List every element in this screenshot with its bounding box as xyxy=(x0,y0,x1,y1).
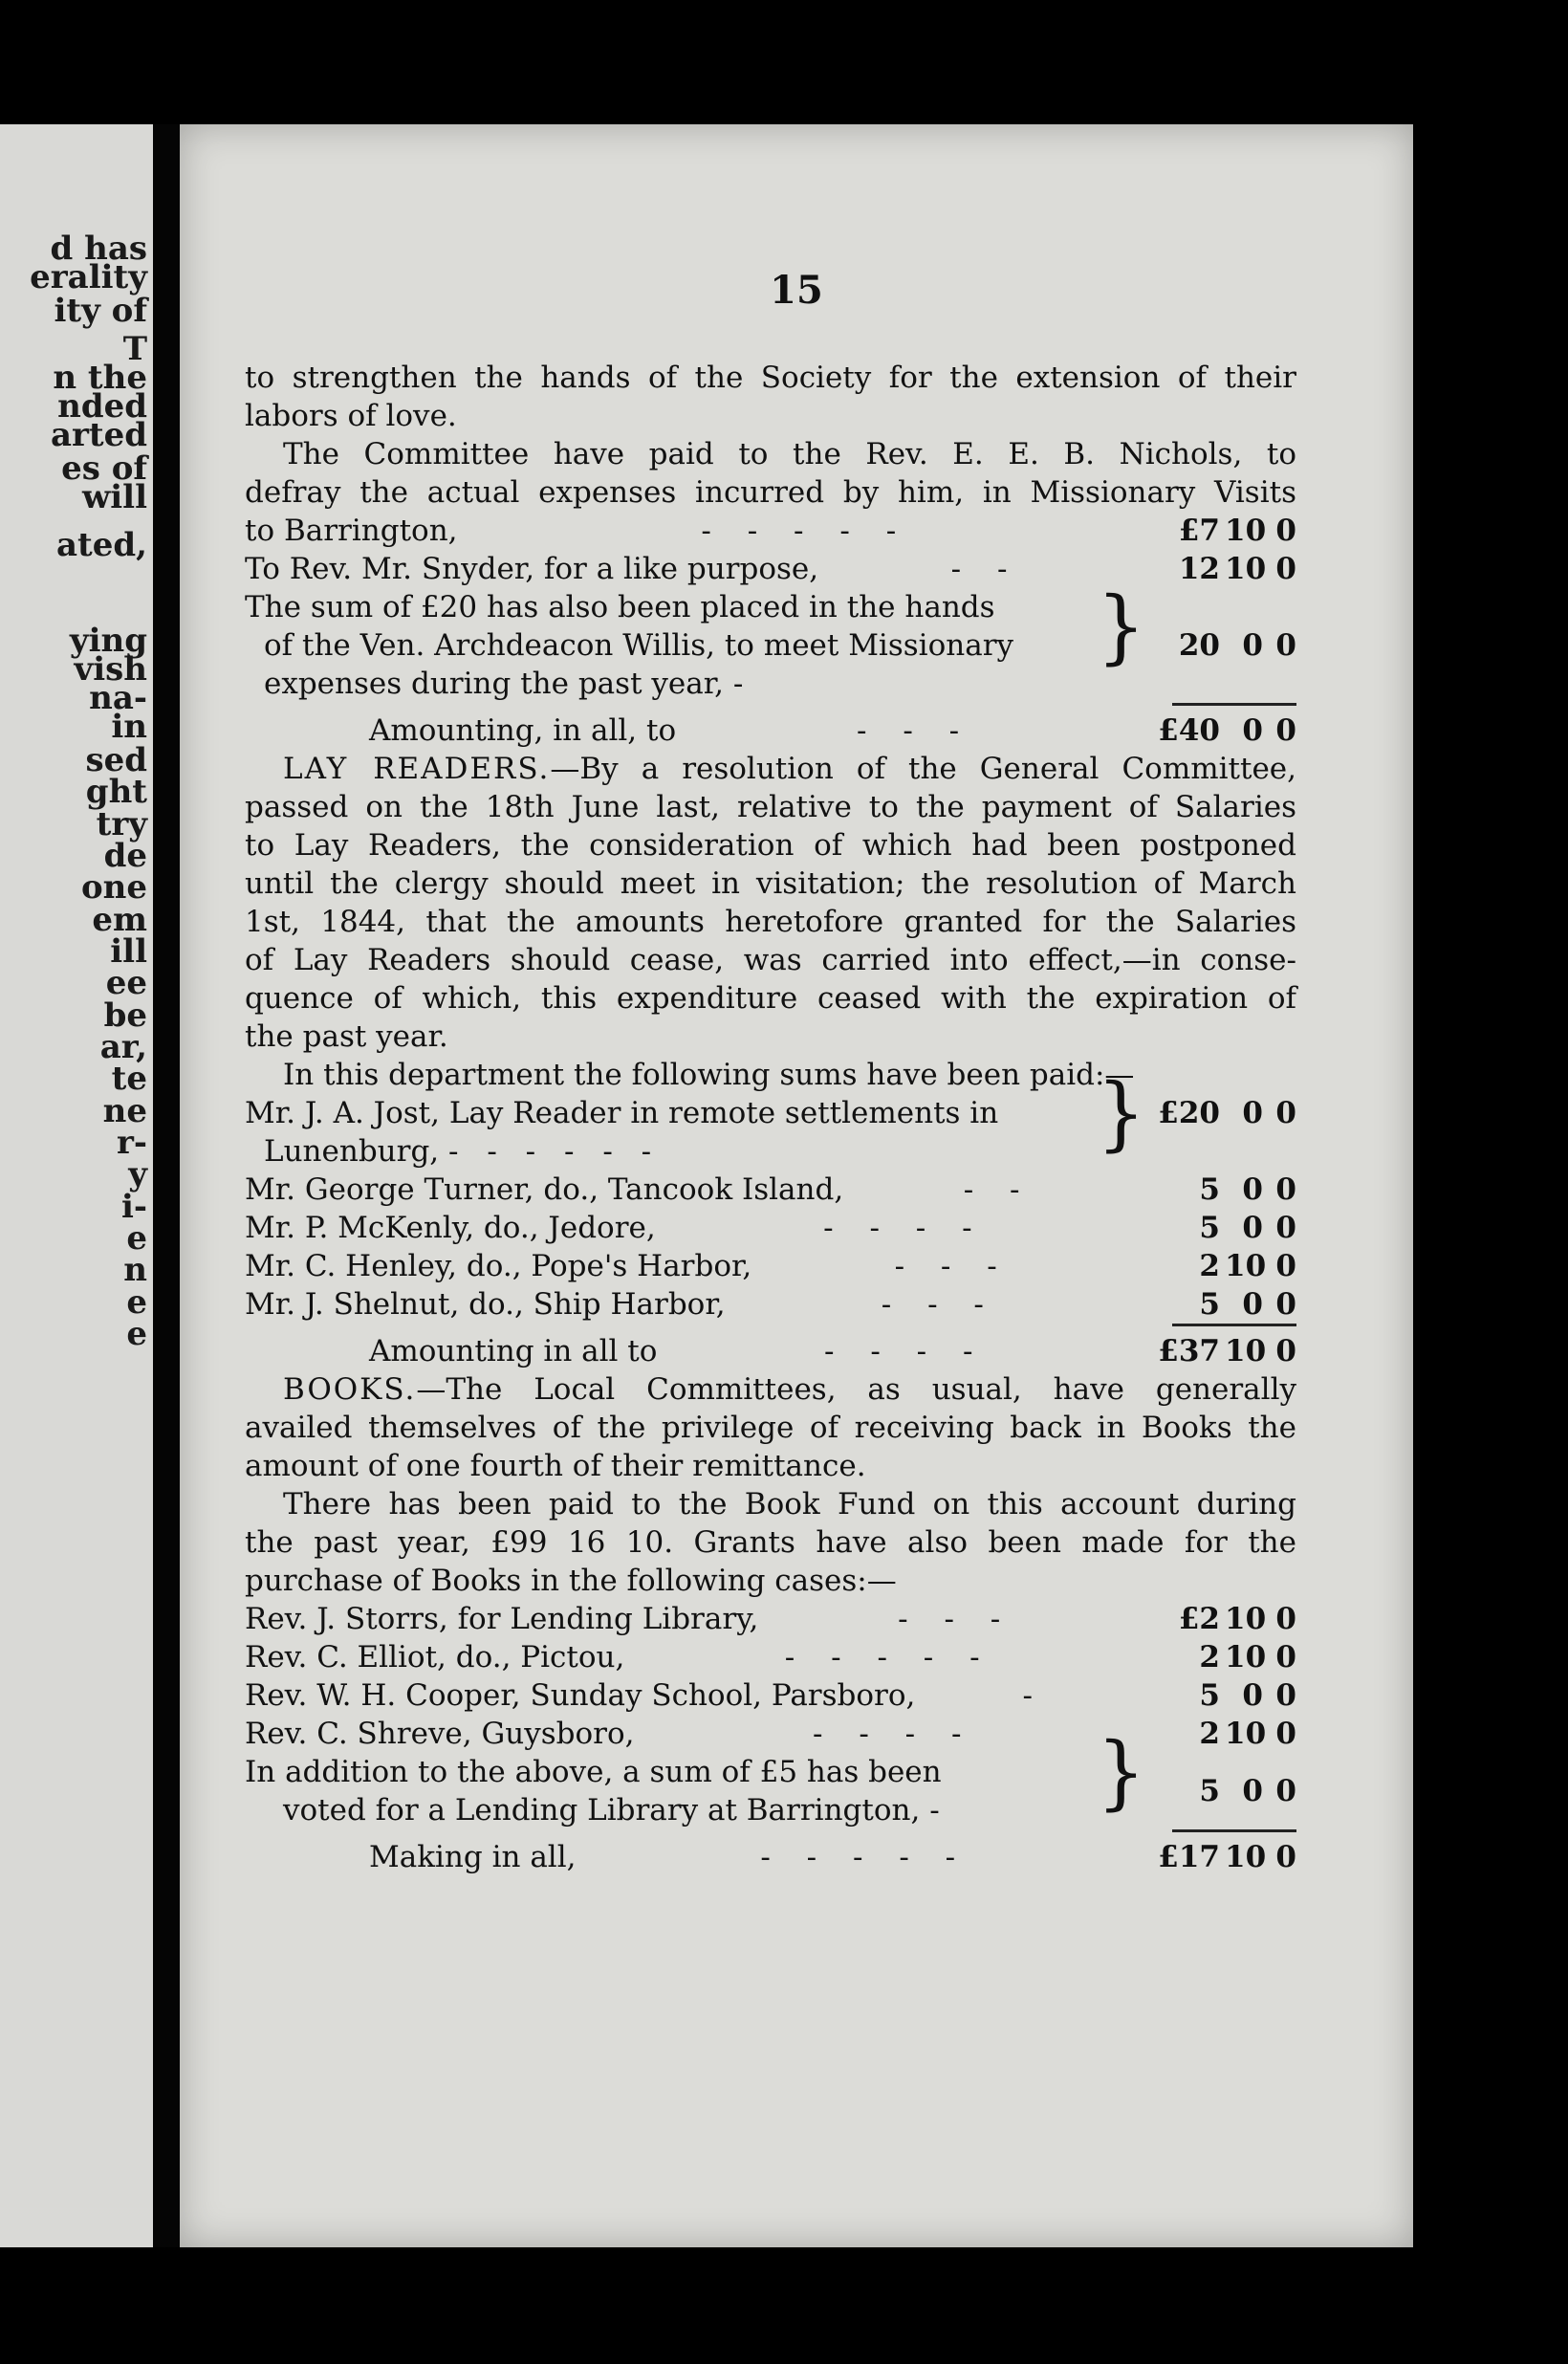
left-page-fragment: na- xyxy=(89,679,147,717)
missionary-entry-row: to Barrington, - - - - - £7 10 0 xyxy=(245,514,1296,548)
archdeacon-line: expenses during the past year, xyxy=(264,667,724,701)
left-page-fragment: arted xyxy=(50,416,147,454)
left-page-fragment: te xyxy=(111,1060,147,1098)
missionary-paragraph-line: defray the actual expenses incurred by him, in Missionary Visits xyxy=(245,475,1296,510)
left-page-fragment: ity of xyxy=(54,292,147,330)
sum-rule xyxy=(1172,1829,1296,1832)
left-page-fragment: one xyxy=(80,868,147,907)
archdeacon-dash: - xyxy=(732,667,744,701)
left-page-fragment: be xyxy=(103,996,147,1035)
books-total: Making in all, - - - - - £17 10 0 xyxy=(369,1840,1296,1874)
books-paragraph-line: BOOKS.—The Local Committees, as usual, have generally xyxy=(283,1372,1296,1407)
book-entry-row: Rev. C. Elliot, do., Pictou, - - - - - 2 10 0 xyxy=(245,1640,1296,1674)
addition-entry: In addition to the above, a sum of £5 has been voted for a Lending Library at Barrington, - } 5 0 0 xyxy=(245,1724,1296,1828)
lay-readers-paragraph-line: of Lay Readers should cease, was carried into effect,—in conse- xyxy=(245,943,1296,977)
left-page-fragment: nded xyxy=(57,387,147,426)
lay-readers-paragraph-line: 1st, 1844, that the amounts heretofore granted for the Salaries xyxy=(245,905,1296,939)
lay-reader-entries xyxy=(245,1171,1296,1324)
book-entry-row: Rev. W. H. Cooper, Sunday School, Parsboro, - 5 0 0 xyxy=(245,1678,1296,1713)
left-page-fragment: n the xyxy=(53,359,147,397)
brace-symbol: } xyxy=(1097,1065,1145,1160)
left-page-fragment: ar, xyxy=(99,1028,147,1066)
left-page-fragment: y xyxy=(128,1155,147,1193)
lay-readers-paragraph-line: to Lay Readers, the consideration of which had been postponed xyxy=(245,828,1296,863)
left-page-fragment: ated, xyxy=(56,526,147,564)
book-entry-row: Rev. C. Shreve, Guysboro, - - - - 2 10 0 xyxy=(245,1717,1296,1751)
archdeacon-amount: 20 0 0 xyxy=(1178,628,1296,663)
left-page-fragment: will xyxy=(81,478,147,516)
lay-readers-paragraph-line: passed on the 18th June last, relative to the payment of Salaries xyxy=(245,790,1296,824)
left-page-fragment: e xyxy=(126,1283,147,1322)
books-paragraph-line: availed themselves of the privilege of receiving back in Books the xyxy=(245,1411,1296,1445)
left-page-fragment: de xyxy=(103,837,147,875)
left-page-fragment: em xyxy=(92,901,147,939)
books-paragraph-line: amount of one fourth of their remittance. xyxy=(245,1449,866,1483)
books-fund-line: There has been paid to the Book Fund on this account during xyxy=(283,1487,1296,1521)
left-page-fragment: vish xyxy=(74,650,147,689)
left-page-fragment: ght xyxy=(85,773,147,811)
brace-symbol: } xyxy=(1097,1724,1145,1819)
books-fund-line: the past year, £99 16 10. Grants have also been made for the xyxy=(245,1525,1296,1560)
lay-readers-paragraph-line: LAY READERS.—By a resolution of the General Committee, xyxy=(283,752,1296,786)
archdeacon-line: The sum of £20 has also been placed in the hands xyxy=(245,590,995,624)
intro-line: to strengthen the hands of the Society for the extension of their xyxy=(245,361,1296,395)
left-page-fragment: es of xyxy=(61,449,147,488)
book-gutter xyxy=(153,124,180,2247)
sum-rule xyxy=(1172,703,1296,706)
brace-symbol: } xyxy=(1097,579,1145,673)
left-page-fragment: ee xyxy=(105,964,147,1002)
missionary-total: Amounting, in all, to - - - £40 0 0 xyxy=(369,713,1296,748)
left-page-fragment: ne xyxy=(102,1092,147,1130)
previous-page-margin xyxy=(0,124,153,2247)
sum-rule xyxy=(1172,1324,1296,1326)
book-entry-row: Rev. J. Storrs, for Lending Library, - - - £2 10 0 xyxy=(245,1602,1296,1636)
lay-readers-total: Amounting in all to - - - - £37 10 0 xyxy=(369,1334,1296,1368)
left-page-fragment: d has xyxy=(50,230,147,268)
page-number: 15 xyxy=(770,268,823,313)
left-page-fragment: e xyxy=(126,1219,147,1258)
lay-readers-intro: In this department the following sums have been paid:— xyxy=(283,1058,1135,1092)
jost-amount: £20 0 0 xyxy=(1158,1096,1296,1130)
lay-readers-paragraph-line: the past year. xyxy=(245,1019,448,1054)
archdeacon-entry xyxy=(245,579,1296,703)
missionary-entries xyxy=(245,512,1296,588)
left-page-fragment: r- xyxy=(116,1124,147,1162)
books-heading: BOOKS. xyxy=(283,1372,417,1407)
left-page-fragment: in xyxy=(111,708,147,746)
left-page-fragment: sed xyxy=(85,741,147,779)
left-page-fragment: n xyxy=(123,1251,147,1289)
left-page-fragment: T xyxy=(122,330,147,368)
left-page-fragment: ill xyxy=(110,932,147,971)
left-page-fragment: try xyxy=(96,805,147,843)
jost-entry: Mr. J. A. Jost, Lay Reader in remote settlements in Lunenburg, - - - - - - } £20 0 0 xyxy=(245,1065,1296,1169)
left-page-fragment: i- xyxy=(120,1188,147,1226)
book-page xyxy=(180,124,1413,2247)
books-fund-line: purchase of Books in the following cases:— xyxy=(245,1564,897,1598)
left-page-fragment: ying xyxy=(69,622,147,660)
missionary-paragraph-line: The Committee have paid to the Rev. E. E. B. Nichols, to xyxy=(283,437,1296,471)
lay-reader-entry-row: Mr. C. Henley, do., Pope's Harbor, - - - 2 10 0 xyxy=(245,1249,1296,1283)
lay-reader-entry-row: Mr. George Turner, do., Tancook Island, - - 5 0 0 xyxy=(245,1172,1296,1207)
addition-amount: 5 0 0 xyxy=(1199,1774,1296,1808)
left-page-fragment: erality xyxy=(30,258,147,296)
lay-readers-paragraph-line: quence of which, this expenditure ceased with the expiration of xyxy=(245,981,1296,1016)
lay-reader-entry-row: Mr. J. Shelnut, do., Ship Harbor, - - - 5 0 0 xyxy=(245,1287,1296,1322)
intro-line: labors of love. xyxy=(245,399,457,433)
lay-readers-paragraph-line: until the clergy should meet in visitation; the resolution of March xyxy=(245,866,1296,901)
missionary-entry-row: To Rev. Mr. Snyder, for a like purpose, - - 12 10 0 xyxy=(245,552,1296,586)
archdeacon-line: of the Ven. Archdeacon Willis, to meet Missionary xyxy=(264,628,1014,663)
left-page-fragment: e xyxy=(126,1315,147,1353)
lay-reader-entry-row: Mr. P. McKenly, do., Jedore, - - - - 5 0 0 xyxy=(245,1211,1296,1245)
page-body xyxy=(245,359,1296,1876)
lay-readers-heading: LAY READERS. xyxy=(283,752,551,786)
